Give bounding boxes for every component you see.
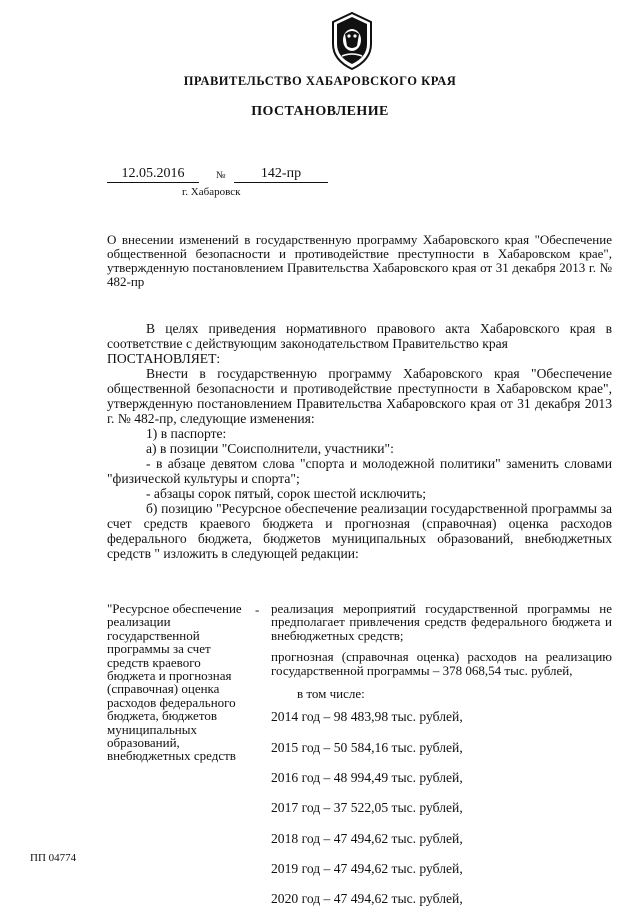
item-a: а) в позиции "Соисполнители, участники": (146, 441, 394, 456)
year-row: 2014 год – 98 483,98 тыс. рублей, (271, 709, 463, 725)
resolves-heading: ПОСТАНОВЛЯЕТ: (107, 351, 221, 366)
intro-paragraph: Внести в государственную программу Хабаровского края "Обеспечение общественной безопасности и противодействие преступности в Хабаровском крае", утвержденную постановлением Правительства Хабаровского края от 31 декабря 2013 г. № 482-пр, следующие изменения: (107, 366, 612, 426)
table-left-label: "Ресурсное обеспечение реализации государственной программы за счет средств краевого бюджета и прогнозная (справочная) оценка расходов федерального бюджета, бюджетов муниципальных образований, внебюджетных средств (107, 601, 242, 764)
city: г. Хабаровск (182, 186, 241, 198)
year-row: 2015 год – 50 584,16 тыс. рублей, (271, 739, 463, 755)
year-row: 2016 год – 48 994,49 тыс. рублей, (271, 770, 463, 786)
decree-subject: О внесении изменений в государственную программу Хабаровского края "Обеспечение общественной безопасности и противодействие преступности в Хабаровском крае", утвержденную постановлением Правительства Хабаровского края от 31 декабря 2013 г. № 482-пр (107, 232, 612, 289)
item-a-1: - в абзаце девятом слова "спорта и молодежной политики" заменить словами "физической культуры и спорта"; (107, 456, 612, 486)
table-dash: - (255, 602, 260, 617)
including-label: в том числе: (297, 686, 365, 702)
government-title: ПРАВИТЕЛЬСТВО ХАБАРОВСКОГО КРАЯ (183, 74, 457, 88)
year-row: 2019 год – 47 494,62 тыс. рублей, (271, 860, 463, 876)
page-code: ПП 04774 (30, 852, 77, 864)
table-right-column (271, 602, 612, 919)
item-1: 1) в паспорте: (146, 426, 227, 441)
coat-of-arms-icon (330, 12, 374, 70)
document-type: ПОСТАНОВЛЕНИЕ (251, 104, 389, 119)
preamble: В целях приведения нормативного правового акта Хабаровского края в соответствие с действующим законодательством Правительство края (107, 321, 612, 351)
year-row: 2018 год – 47 494,62 тыс. рублей, (271, 830, 463, 846)
year-row: 2020 год – 47 494,62 тыс. рублей, (271, 891, 463, 907)
number-sign: № (216, 170, 226, 181)
decree-date: 12.05.2016 (107, 166, 199, 183)
decree-number: 142-пр (234, 166, 328, 183)
item-a-2: - абзацы сорок пятый, сорок шестой исключить; (146, 486, 427, 501)
decree-body (107, 321, 612, 561)
funding-note: реализация мероприятий государственной программы не предполагает привлечения средств федерального бюджета и внебюджетных средств; (271, 601, 612, 643)
funding-total: прогнозная (справочная оценка) расходов на реализацию государственной программы – 378 068,54 тыс. рублей, (271, 649, 612, 678)
year-row: 2017 год – 37 522,05 тыс. рублей, (271, 800, 463, 816)
item-b: б) позицию "Ресурсное обеспечение реализации государственной программы за счет средств краевого бюджета и прогнозная (справочная) оценка расходов федерального бюджета, бюджетов муниципальных образований, внебюджетных средств " изложить в следующей редакции: (107, 501, 612, 561)
